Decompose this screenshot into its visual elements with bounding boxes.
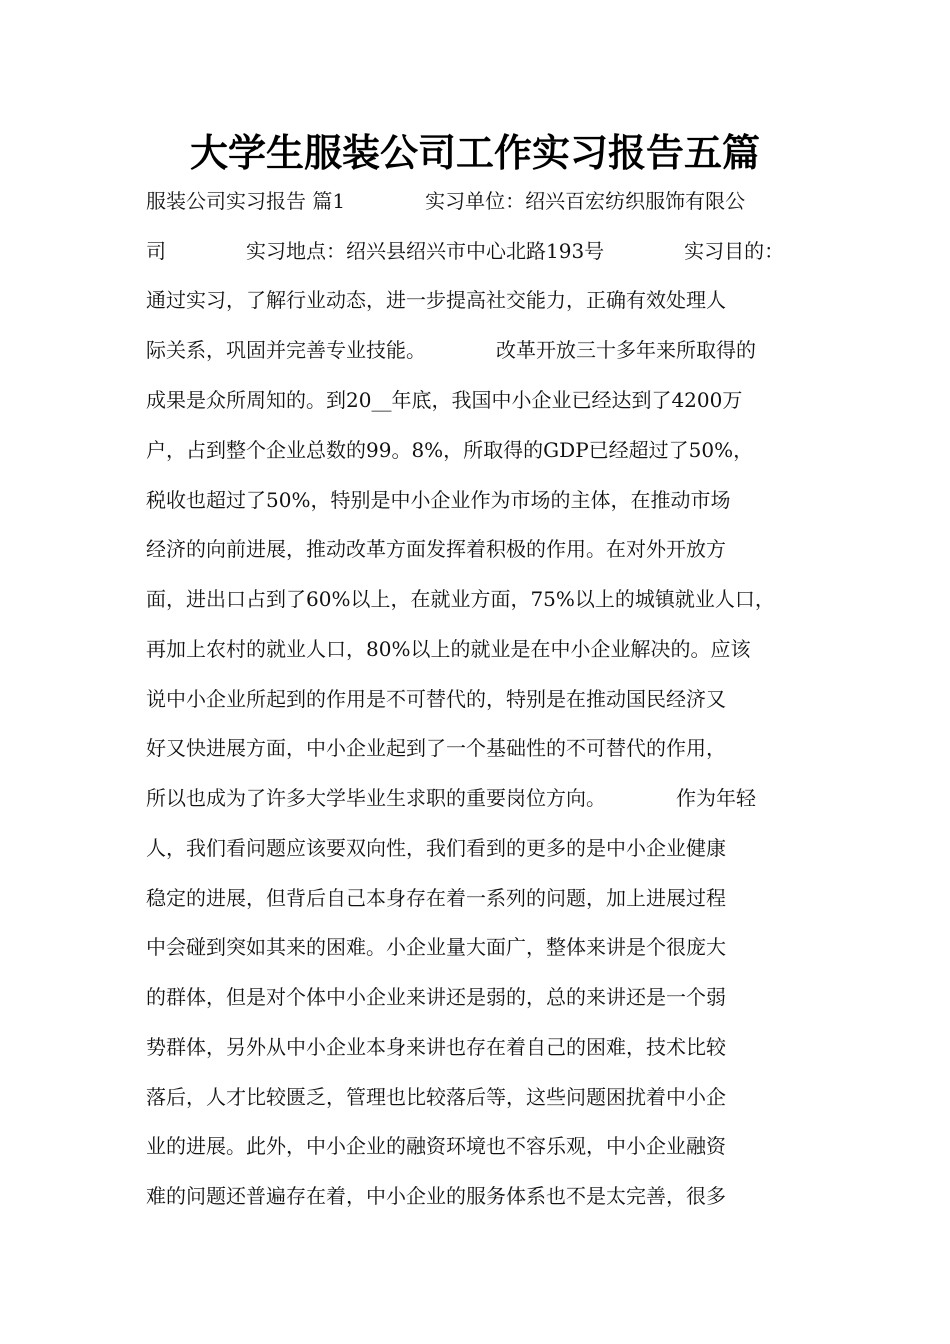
body-line: 服装公司实习报告 篇1 实习单位：绍兴百宏纺织服饰有限公 <box>146 189 746 213</box>
body-line: 业的进展。此外，中小企业的融资环境也不容乐观，中小企业融资 <box>146 1134 726 1158</box>
body-line: 说中小企业所起到的作用是不可替代的，特别是在推动国民经济又 <box>146 687 726 711</box>
body-line: 稳定的进展，但背后自己本身存在着一系列的问题，加上进展过程 <box>146 886 726 910</box>
body-line: 司 实习地点：绍兴县绍兴市中心北路193号 实习目的： <box>146 239 785 263</box>
body-line: 所以也成为了许多大学毕业生求职的重要岗位方向。 作为年轻 <box>146 786 756 810</box>
document-title: 大学生服装公司工作实习报告五篇 <box>189 131 760 175</box>
body-line: 面，进出口占到了60%以上，在就业方面，75%以上的城镇就业人口， <box>146 587 775 611</box>
body-line: 经济的向前进展，推动改革方面发挥着积极的作用。在对外开放方 <box>146 537 726 561</box>
body-line: 际关系，巩固并完善专业技能。 改革开放三十多年来所取得的 <box>146 338 756 362</box>
body-line: 户，占到整个企业总数的99。8%，所取得的GDP已经超过了50%， <box>146 438 754 462</box>
body-line: 税收也超过了50%，特别是中小企业作为市场的主体，在推动市场 <box>146 488 731 512</box>
body-line: 的群体，但是对个体中小企业来讲还是弱的，总的来讲还是一个弱 <box>146 985 726 1009</box>
body-line: 难的问题还普遍存在着，中小企业的服务体系也不是太完善，很多 <box>146 1184 726 1208</box>
body-line: 成果是众所周知的。到20__年底，我国中小企业已经达到了4200万 <box>146 388 743 412</box>
body-line: 好又快进展方面，中小企业起到了一个基础性的不可替代的作用， <box>146 736 726 760</box>
body-line: 势群体，另外从中小企业本身来讲也存在着自己的困难，技术比较 <box>146 1035 726 1059</box>
body-line: 人，我们看问题应该要双向性，我们看到的更多的是中小企业健康 <box>146 836 726 860</box>
body-line: 通过实习，了解行业动态，进一步提高社交能力，正确有效处理人 <box>146 288 726 312</box>
body-line: 再加上农村的就业人口，80%以上的就业是在中小企业解决的。应该 <box>146 637 751 661</box>
body-line: 中会碰到突如其来的困难。小企业量大面广，整体来讲是个很庞大 <box>146 935 726 959</box>
body-line: 落后，人才比较匮乏，管理也比较落后等，这些问题困扰着中小企 <box>146 1085 726 1109</box>
